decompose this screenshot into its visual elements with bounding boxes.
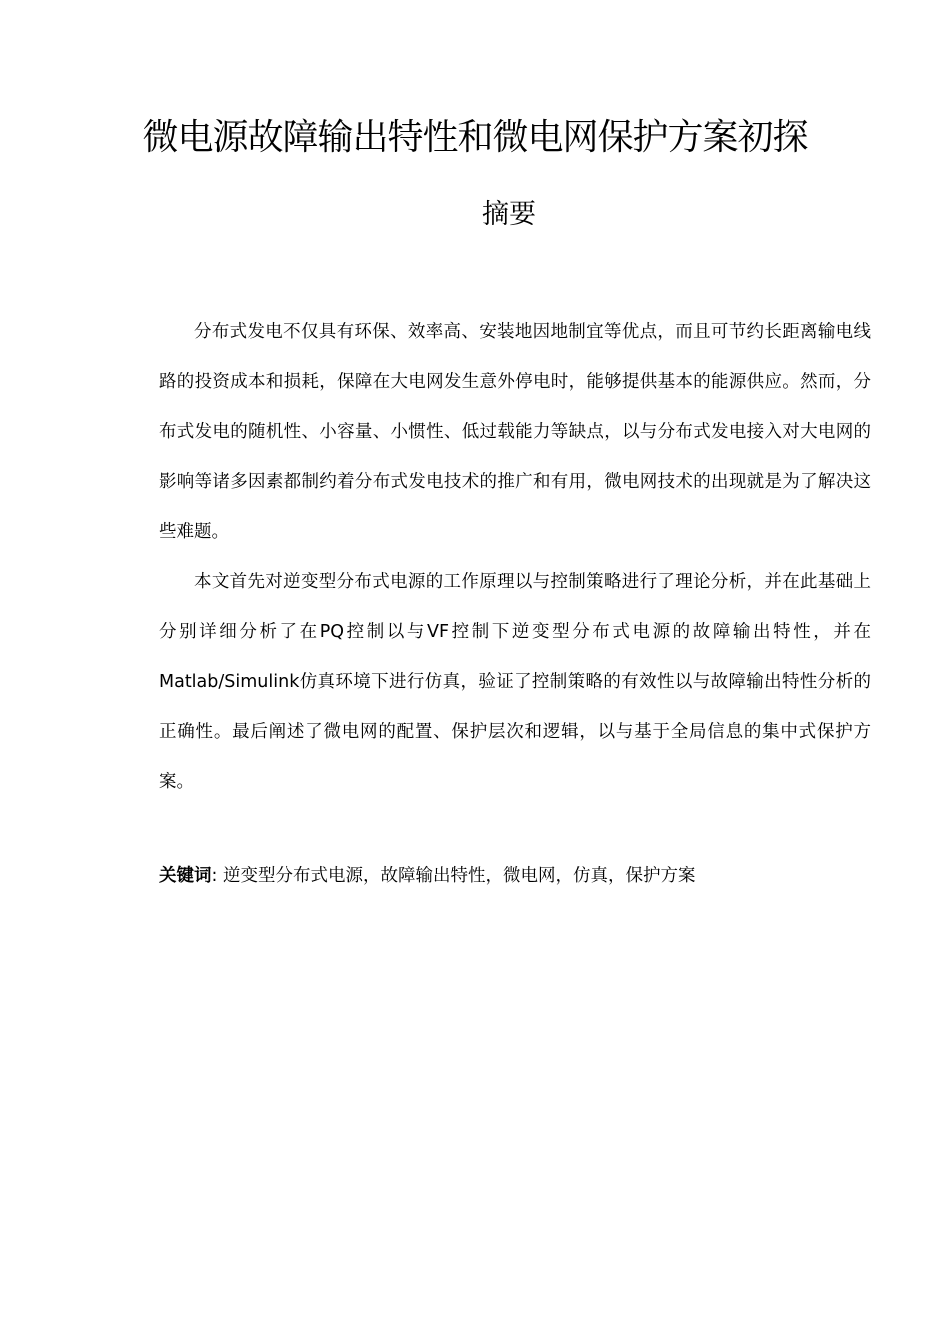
abstract-paragraph-2: 本文首先对逆变型分布式电源的工作原理以与控制策略进行了理论分析，并在此基础上分别详细分析了在PQ控制以与VF控制下逆变型分布式电源的故障输出特性，并在Matlab/Simulink仿真环境下进行仿真，验证了控制策略的有效性以与故障输出特性分析的正确性。最后阐述了微电网的配置、保护层次和逻辑，以与基于全局信息的集中式保护方案。: [159, 572, 871, 792]
abstract-heading: 摘要: [482, 199, 536, 230]
keywords-line: [159, 851, 871, 901]
document-title: 微电源故障输出特性和微电网保护方案初探: [142, 117, 808, 158]
abstract-body: [159, 307, 871, 807]
keywords-separator: :: [211, 866, 223, 886]
keywords-text: 逆变型分布式电源，故障输出特性，微电网，仿真，保护方案: [222, 866, 696, 886]
keywords-label: 关键词: [159, 866, 212, 886]
abstract-paragraph-1: 分布式发电不仅具有环保、效率高、安装地因地制宜等优点，而且可节约长距离输电线路的投资成本和损耗，保障在大电网发生意外停电时，能够提供基本的能源供应。然而，分布式发电的随机性、小容量、小惯性、低过载能力等缺点，以与分布式发电接入对大电网的影响等诸多因素都制约着分布式发电技术的推广和有用，微电网技术的出现就是为了解决这些难题。: [159, 322, 871, 542]
